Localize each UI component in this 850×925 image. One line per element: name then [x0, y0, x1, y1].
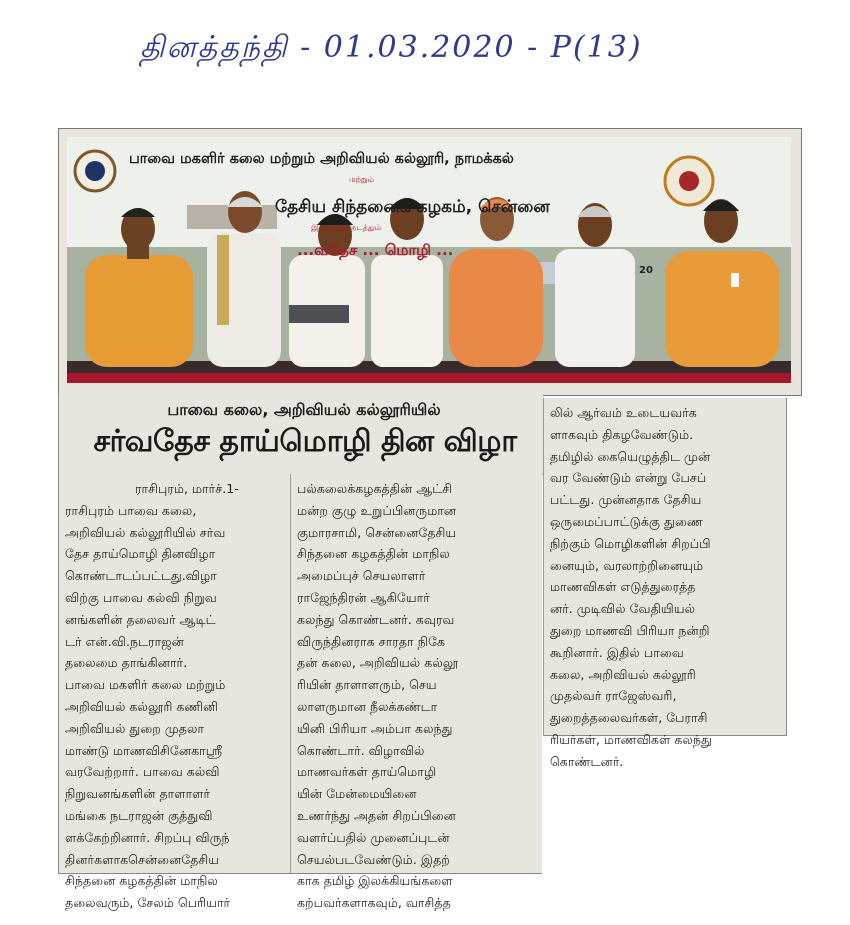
article-line: வர வேண்டும் என்று பேசப் — [550, 470, 707, 486]
article-line: சிந்தனை கழகத்தின் மாநில — [297, 546, 450, 562]
article-line: செயல்படவேண்டும். இதற் — [297, 851, 450, 867]
article-line: விருந்தினராக சாரதா நிகே — [297, 633, 446, 649]
article-kicker: பாவை கலை, அறிவியல் கல்லூரியில் — [167, 400, 441, 419]
event-photo — [67, 137, 791, 383]
article-line: யின் மேன்மையினை — [297, 786, 417, 802]
article-line: லில் ஆர்வம் உடையவர்க — [550, 405, 697, 420]
article-column-3 — [543, 398, 787, 769]
article-line: தலைமை தாங்கினார். — [65, 655, 188, 671]
article-line: மாணவிகள் எடுத்துரைத்த — [550, 579, 696, 595]
article-line: பாவை மகளிர் கலை மற்றும் — [65, 677, 226, 693]
banner-year: 20 — [639, 265, 653, 276]
article-line: சிந்தனை கழகத்தின் மாநில — [65, 873, 218, 889]
article-line: லாளருமான நீலக்கண்டா — [297, 698, 438, 714]
article-line: னர். முடிவில் வேதியியல் — [550, 601, 696, 617]
newspaper-photo-frame — [58, 128, 802, 396]
article-line: காக தமிழ் இலக்கியங்களை — [297, 873, 453, 889]
article-line: ராசிபுரம், மார்ச்.1- — [135, 481, 239, 496]
article-line: ரியர்கள், மாணவிகள் கலந்து — [550, 731, 712, 747]
banner-line-and: மற்றும் — [349, 175, 375, 184]
article-line: அறிவியல் கல்லூரி கணினி — [65, 698, 219, 714]
article-line: யினி பிரியா அம்பா கலந்து — [297, 720, 453, 736]
article-line: அறிவியல் கல்லூரியில் சர்வ — [65, 524, 226, 540]
banner-line-college: பாவை மகளிர் கலை மற்றும் அறிவியல் கல்லூரி, நாமக்கல் — [129, 151, 514, 167]
handwritten-source-note: தினத்தந்தி - 01.03.2020 - P(13) — [140, 30, 643, 65]
article-line: துறை மாணவி பிரியா நன்றி — [550, 622, 710, 638]
article-line: வளர்ப்பதில் முனைப்புடன் — [297, 829, 450, 845]
article-line: விற்கு பாவை கல்வி நிறுவ — [65, 589, 217, 605]
article-line: மன்ற குழு உறுப்பினருமான — [297, 502, 457, 518]
article-line: அறிவியல் துறை முதலா — [65, 720, 205, 736]
article-line: கற்பவர்களாகவும், வாசித்த — [297, 895, 451, 911]
article-line: மாணவர்கள் தாய்மொழி — [297, 764, 437, 780]
article-line: பல்கலைக்கழகத்தின் ஆட்சி — [297, 481, 453, 496]
article-headline: சர்வதேச தாய்மொழி தின விழா — [93, 424, 517, 459]
article-line: தமிழில் கையெழுத்திட முன் — [550, 448, 711, 464]
article-line: கொண்டாடப்பட்டது.விழா — [65, 568, 217, 584]
article-line: தேச தாய்மொழி தினவிழா — [65, 546, 216, 562]
article-line: ராஜேந்திரன் ஆகியோர் — [297, 589, 430, 605]
article-line: நிறுவனங்களின் தாளாளர் — [65, 786, 211, 802]
article-line: ளக்கேற்றினார். சிறப்பு விருந் — [65, 829, 230, 845]
article-column-2 — [290, 474, 542, 911]
article-line: கொண்டனர். — [550, 753, 624, 769]
article-line: வரவேற்றார். பாவை கல்வி — [65, 764, 220, 780]
article-line: மாண்டு மாணவிசினேகாஸ்ரீ — [65, 742, 223, 758]
article-line: தலைவரும், சேலம் பெரியார் — [65, 895, 231, 911]
article-line: குமாரசாமி, சென்னைதேசிய — [297, 524, 457, 540]
banner-line-event: ...வதேச ... மொழி ... — [297, 241, 454, 259]
article-line: தன் கலை, அறிவியல் கல்லூ — [297, 655, 459, 671]
article-line: கொண்டார். விழாவில் — [297, 742, 425, 758]
banner-line-jointly: இணைந்து நடத்தும் — [311, 223, 382, 232]
article-line: டர் என்.வி.நடராஜன் — [65, 633, 184, 649]
article-line: கலை, அறிவியல் கல்லூரி — [550, 666, 696, 682]
article-line: னையும், வரலாற்றினையும் — [550, 557, 704, 573]
article-line: ஒருமைப்பாட்டுக்கு துணை — [550, 513, 703, 529]
article-line: அமைப்புச் செயலாளர் — [297, 568, 426, 584]
article-line: முதல்வர் ராஜேஸ்வரி, — [550, 688, 677, 704]
article-line: மங்கை நடராஜன் குத்துவி — [65, 807, 213, 823]
article-line: ரியின் தாளாளரும், செய — [297, 677, 437, 693]
article-heading-block — [58, 394, 543, 475]
article-line: கலந்து கொண்டனர். கவுரவ — [297, 611, 455, 627]
article-line: னங்களின் தலைவர் ஆடிட் — [65, 611, 216, 627]
article-column-1 — [58, 474, 290, 911]
article-line: கூறினார். இதில் பாவை — [550, 644, 684, 660]
article-line: தினர்களாகசென்னைதேசிய — [65, 851, 220, 867]
article-line: நிற்கும் மொழிகளின் சிறப்பி — [550, 535, 711, 551]
banner-line-organisation: தேசிய சிந்தனைக் கழகம், சென்னை — [275, 197, 550, 217]
article-line: பட்டது. முன்னதாக தேசிய — [550, 492, 702, 508]
article-line: உணர்ந்து அதன் சிறப்பினை — [297, 807, 456, 823]
article-line: ளாகவும் திகழவேண்டும். — [550, 426, 694, 442]
article-line: துறைத்தலைவர்கள், பேராசி — [550, 710, 708, 726]
article-line: ராசிபுரம் பாவை கலை, — [65, 502, 197, 518]
